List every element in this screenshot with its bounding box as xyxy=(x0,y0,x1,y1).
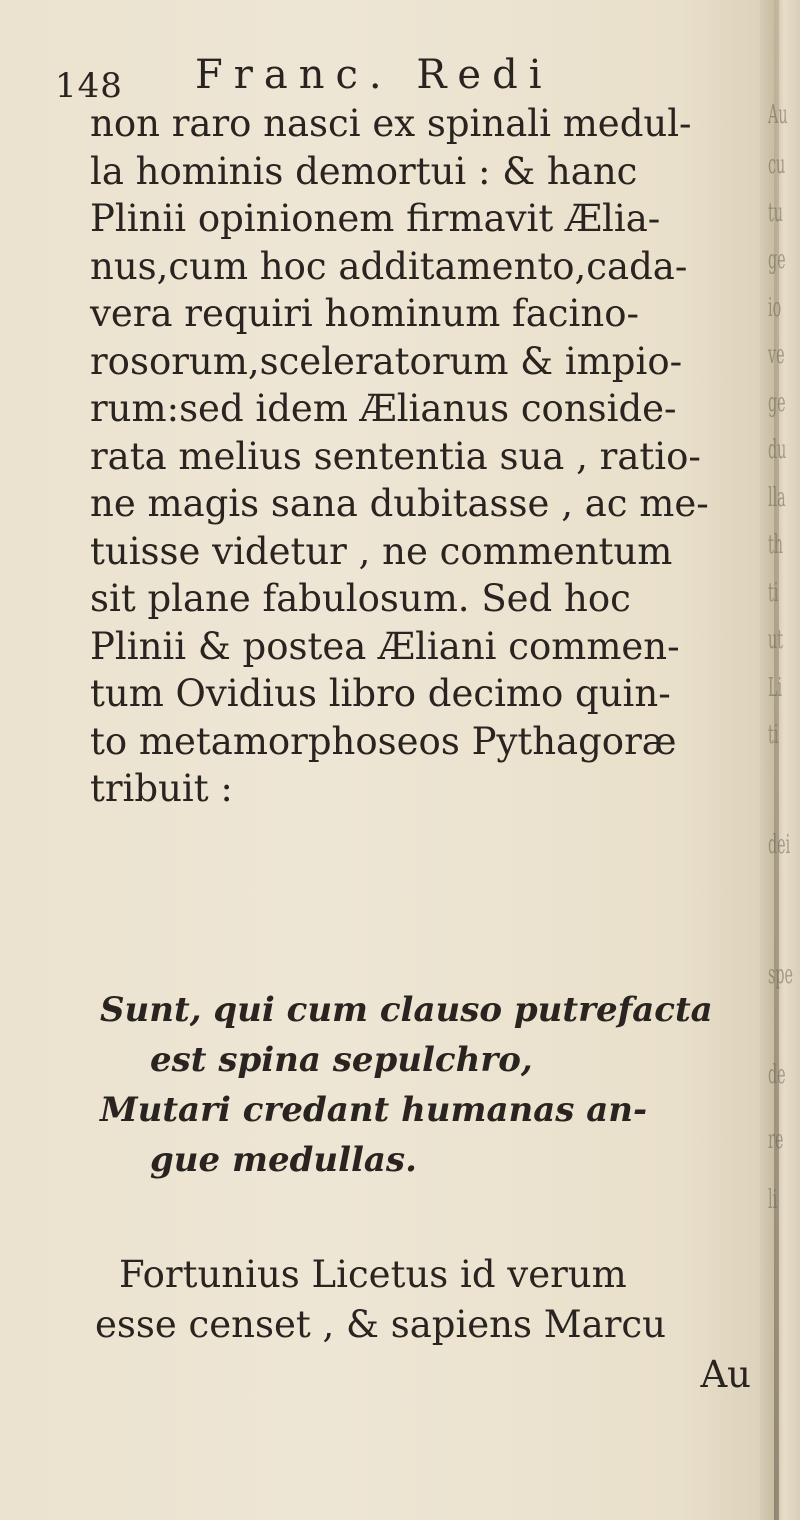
bleed-fragment: li xyxy=(768,1185,778,1215)
text-line: Fortunius Licetus id verum xyxy=(119,1253,627,1296)
text-line: vera requiri hominum facino- xyxy=(90,292,639,335)
bleed-fragment: ti xyxy=(768,720,779,750)
bleed-fragment: ut xyxy=(768,625,783,655)
bleed-fragment: ge xyxy=(768,245,786,275)
bleed-fragment: io xyxy=(768,293,782,323)
text-line: rosorum,sceleratorum & impio- xyxy=(90,339,683,383)
bleed-fragment: lla xyxy=(768,483,786,513)
page-number: 148 xyxy=(55,66,123,106)
text-line: la hominis demortui : & hanc xyxy=(90,149,638,193)
catchword: Au xyxy=(700,1353,751,1396)
verse-line: est spina sepulchro, xyxy=(150,1040,533,1080)
text-line: esse censet , & sapiens Marcu xyxy=(95,1303,666,1346)
bleed-fragment: Li xyxy=(768,673,783,703)
verse-line: Sunt, qui cum clauso putrefacta xyxy=(100,990,713,1030)
text-line: tribuit : xyxy=(90,767,233,810)
bleed-fragment: ge xyxy=(768,388,786,418)
text-line: Plinii & postea Æliani commen- xyxy=(90,624,680,668)
bleed-fragment: th xyxy=(768,530,783,560)
text-line: tuisse videtur , ne commentum xyxy=(90,529,673,573)
bleed-fragment: du xyxy=(768,435,787,465)
main-text-block xyxy=(90,100,770,813)
text-line: rum:sed idem Ælianus conside- xyxy=(90,387,677,430)
verse-line: gue medullas. xyxy=(150,1140,417,1180)
bleed-fragment: spe xyxy=(768,960,793,990)
bleed-fragment: dei xyxy=(768,830,791,860)
verse-quotation xyxy=(100,985,780,1185)
closing-paragraph xyxy=(95,1250,775,1400)
bleed-fragment: de xyxy=(768,1060,786,1090)
text-line: ne magis sana dubitasse , ac me- xyxy=(90,482,709,525)
verse-line: Mutari credant humanas an- xyxy=(100,1090,648,1130)
text-line: rata melius sententia sua , ratio- xyxy=(90,434,701,478)
text-line: tum Ovidius libro decimo quin- xyxy=(90,672,671,715)
text-line: non raro nasci ex spinali medul- xyxy=(90,102,692,145)
bleed-fragment: Au xyxy=(768,100,788,130)
running-head: Franc. Redi xyxy=(195,52,553,98)
bleed-fragment: ve xyxy=(768,340,785,370)
text-line: to metamorphoseos Pythagoræ xyxy=(90,719,677,763)
text-line: sit plane fabulosum. Sed hoc xyxy=(90,577,631,620)
text-line: nus,cum hoc additamento,cada- xyxy=(90,244,688,288)
text-line: Plinii opinionem firmavit Ælia- xyxy=(90,197,661,240)
bleed-fragment: re xyxy=(768,1125,784,1155)
bleed-fragment: ti xyxy=(768,578,779,608)
bleed-fragment: cu xyxy=(768,150,786,180)
bleed-fragment: tu xyxy=(768,198,783,228)
